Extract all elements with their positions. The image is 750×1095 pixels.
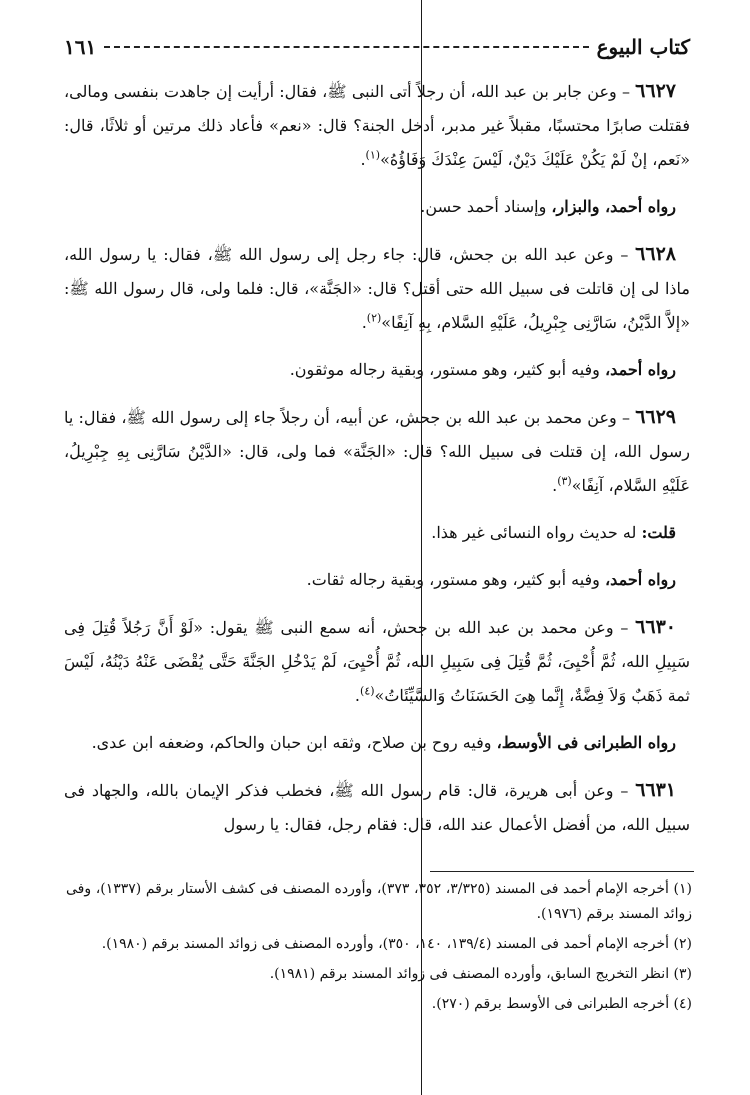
hadith-6630: ٦٦٣٠ – وعن محمد بن عبد الله بن جحش، أنه سمع النبى ﷺ يقول: «لَوْ أَنَّ رَجُلاً قُتِلَ فِى سَبِيلِ الله، ثُمَّ أُحْيِىَ، ثُمَّ قُتِلَ فِى سَبِيلِ الله، ثُمَّ أُحْيِىَ، لَمْ يَدْخُلِ الجَنَّةَ حَتَّى يُقْضَى عَنْهُ دَيْنُهُ، لَيْسَ ثمة ذَهَبٌ وَلاَ فِضَّةٌ، إِنَّما هِىَ الحَسَنَاتُ وَالسَّيِّئَاتُ»$^{(٤)}$. [64,616,690,705]
chapter-title: كتاب البيوع [596,35,690,59]
running-header [64,32,690,62]
footnote-ref: (٢) [366,311,382,325]
source-bold: رواه أحمد، [605,360,676,379]
hadith-6627-source [64,190,690,224]
footnote-ref: (٣) [557,474,572,488]
source-text: وفيه أبو كثير، وهو مستور، وبقية رجاله موثقون. [289,360,600,379]
source-bold: رواه أحمد، والبزار، [551,197,676,216]
source-text: وفيه أبو كثير، وهو مستور، وبقية رجاله ثقات. [306,570,600,589]
note-text: له حديث رواه النسائى غير هذا. [431,523,637,542]
hadith-number: ٦٦٢٨ [635,243,676,265]
hadith-text: – وعن محمد بن عبد الله بن جحش، عن أبيه، أن رجلاً جاء إلى رسول الله ﷺ، فقال: يا رسول الله، إن قتلت فى سبيل الله؟ قال: «الجَنَّة» فما ولى، قال: «الدَّيْنُ سَارَّنِى بِهِ جِبْرِيلُ، عَلَيْهِ السَّلام، آنِفًا» [64,408,690,495]
footnote-1: (١) أخرجه الإمام أحمد فى المسند (٣/٣٢٥، ٣٥٢، ٣٧٣)، وأورده المصنف فى كشف الأستار برقم (١٣٣٧)، وفى زوائد المسند برقم (١٩٧٦). [66,881,693,922]
hadith-number: ٦٦٢٩ [635,406,677,428]
hadith-text: – وعن أبى هريرة، قال: قام رسول الله ﷺ، فخطب فذكر الإيمان بالله، والجهاد فى سبيل الله، من أفضل الأعمال عند الله، قال: فقام رجل، فقال: يا رسول [64,781,690,834]
footnote-ref: (٤) [360,684,375,698]
hadith-6629-note [64,516,690,550]
hadith-text: – وعن محمد بن عبد الله بن جحش، أنه سمع النبى ﷺ يقول: «لَوْ أَنَّ رَجُلاً قُتِلَ فِى سَبِيلِ الله، ثُمَّ أُحْيِىَ، ثُمَّ قُتِلَ فِى سَبِيلِ الله، ثُمَّ أُحْيِىَ، لَمْ يَدْخُلِ الجَنَّةَ حَتَّى يُقْضَى عَنْهُ دَيْنُهُ، لَيْسَ ثمة ذَهَبٌ وَلاَ فِضَّةٌ، إِنَّما هِىَ الحَسَنَاتُ وَالسَّيِّئَاتُ» [64,618,690,705]
footnote-4: (٤) أخرجه الطبرانى فى الأوسط برقم (٢٧٠). [431,996,692,1012]
hadith-6627: ٦٦٢٧ – وعن جابر بن عبد الله، أن رجلاً أتى النبى ﷺ، فقال: أرأيت إن جاهدت بنفسى ومالى، فقتلت صابرًا محتسبًا، مقبلاً غير مدبر، أدخل الجنة؟ قال: «نعم» فأعاد ذلك مرتين أو ثلاثًا، قال: «نَعم، إنْ لَمْ يَكُنْ عَلَيْكَ دَيْنٌ، لَيْسَ عِنْدَكَ وَفَاؤُهُ»$^{(١)}$. [64,80,690,169]
source-text: وفيه روح بن صلاح، وثقه ابن حبان والحاكم، وضعفه ابن عدى. [91,733,492,752]
hadith-number: ٦٦٣٠ [635,616,676,638]
hadith-6631 [64,773,690,842]
source-text: وإسناد أحمد حسن. [420,197,547,216]
header-dashed-rule [104,46,588,48]
hadith-6628: ٦٦٢٨ – وعن عبد الله بن جحش، قال: جاء رجل إلى رسول الله ﷺ، فقال: يا رسول الله، ماذا لى إن قاتلت فى سبيل الله حتى أقتل؟ قال: «الجَنَّة»، قال: فلما ولى، قال رسول الله ﷺ: «إلاَّ الدَّيْنُ، سَارَّنِى جِبْرِيلُ، عَلَيْهِ السَّلام، بِهِ آنِفًا»$^{(٢)}$. [64,243,690,332]
hadith-text: – وعن عبد الله بن جحش، قال: جاء رجل إلى رسول الله ﷺ، فقال: يا رسول الله، ماذا لى إن قاتلت فى سبيل الله حتى أقتل؟ قال: «الجَنَّة»، قال: فلما ولى، قال رسول الله ﷺ: «إلاَّ الدَّيْنُ، سَارَّنِى جِبْرِيلُ، عَلَيْهِ السَّلام، بِهِ آنِفًا» [64,245,690,332]
hadith-6629: ٦٦٢٩ – وعن محمد بن عبد الله بن جحش، عن أبيه، أن رجلاً جاء إلى رسول الله ﷺ، فقال: يا رسول الله، إن قتلت فى سبيل الله؟ قال: «الجَنَّة» فما ولى، قال: «الدَّيْنُ سَارَّنِى بِهِ جِبْرِيلُ، عَلَيْهِ السَّلام، آنِفًا»$^{(٣)}$. [64,406,690,495]
page-number: ١٦١ [64,35,97,59]
hadith-number: ٦٦٢٧ [635,80,676,102]
source-bold: رواه الطبرانى فى الأوسط، [496,733,676,752]
hadith-text: – وعن جابر بن عبد الله، أن رجلاً أتى النبى ﷺ، فقال: أرأيت إن جاهدت بنفسى ومالى، فقتلت صابرًا محتسبًا، مقبلاً غير مدبر، أدخل الجنة؟ قال: «نعم» فأعاد ذلك مرتين أو ثلاثًا، قال: «نَعم، إنْ لَمْ يَكُنْ عَلَيْكَ دَيْنٌ، لَيْسَ عِنْدَكَ وَفَاؤُهُ» [64,82,690,169]
note-label: قلت: [641,523,676,542]
main-text [64,74,690,855]
footnote-ref: (١) [365,148,381,162]
footnote-3: (٣) انظر التخريج السابق، وأورده المصنف فى زوائد المسند برقم (١٩٨١). [269,966,692,982]
source-bold: رواه أحمد، [605,570,676,589]
hadith-number: ٦٦٣١ [635,779,677,801]
hadith-6630-source [64,726,690,760]
hadith-6628-source [64,353,690,387]
hadith-6629-source [64,563,690,597]
footnote-2: (٢) أخرجه الإمام أحمد فى المسند (١٣٩/٤، ١٤٠، ٣٥٠)، وأورده المصنف فى زوائد المسند برقم (١٩٨٠). [101,936,692,952]
footnotes [66,877,692,1022]
footnote-separator [430,871,694,872]
